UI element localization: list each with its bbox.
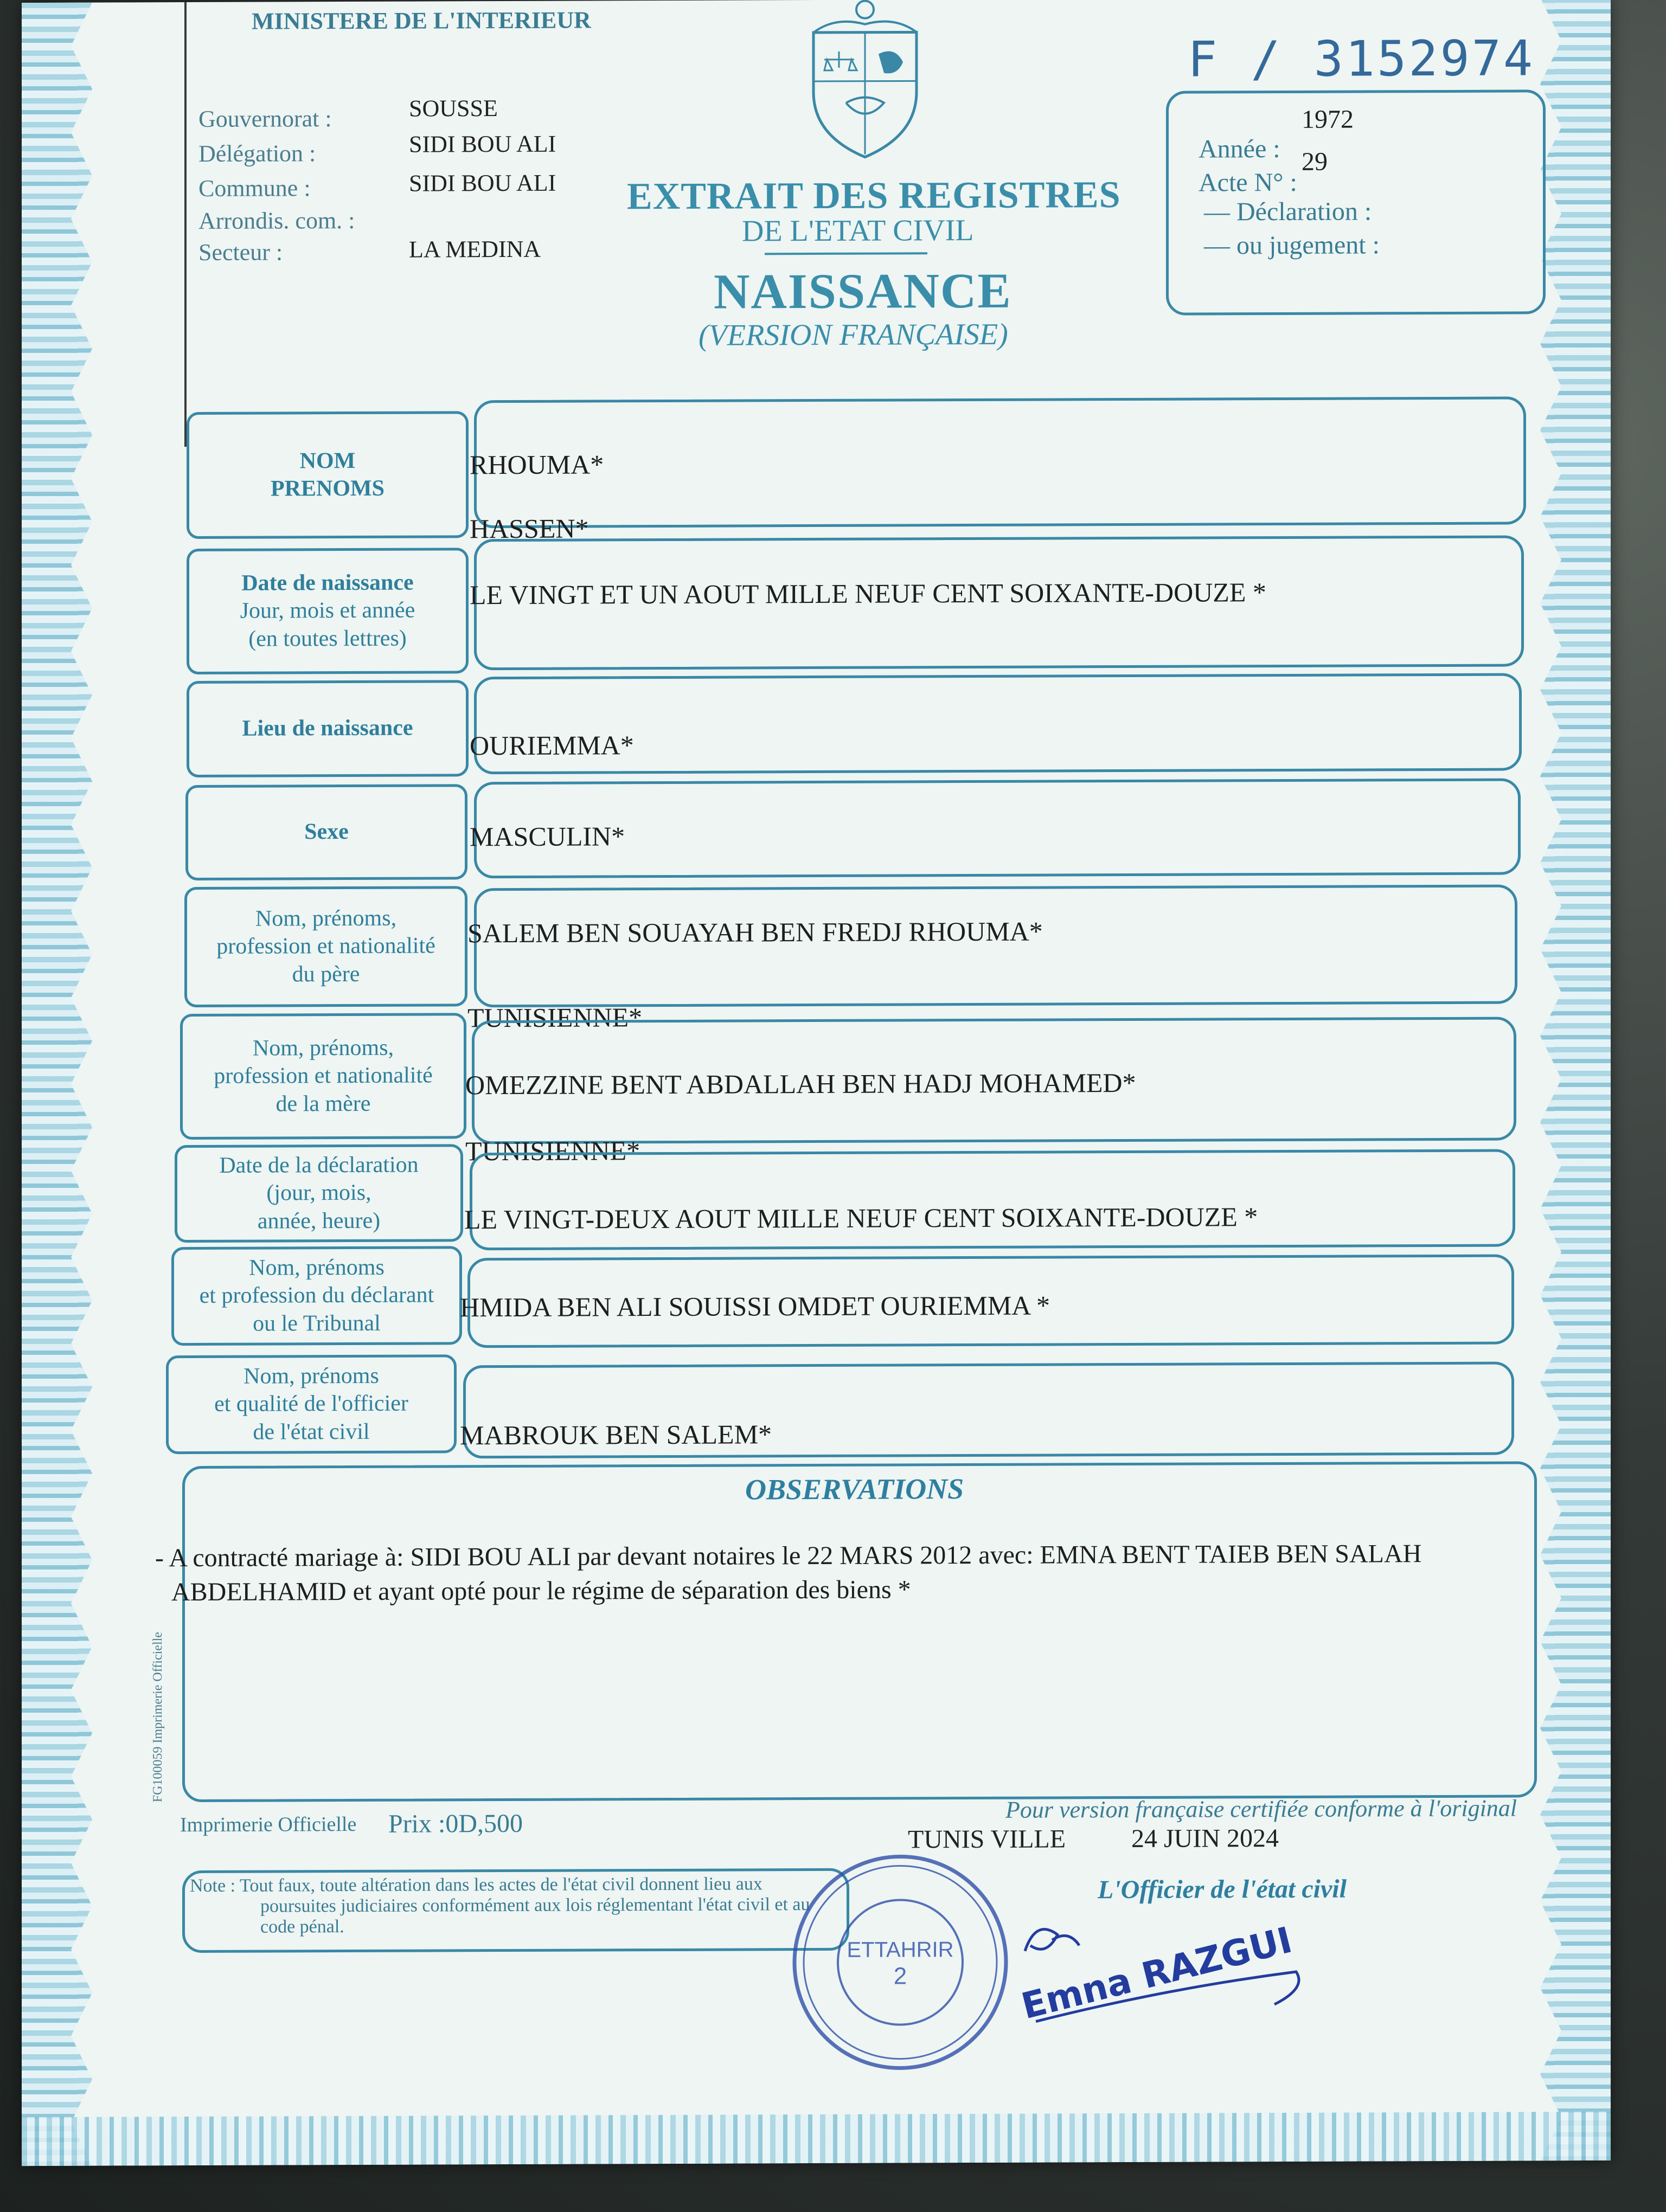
serial-number: F / 3152974: [1188, 30, 1535, 88]
nom-prenoms-label: [187, 411, 469, 539]
prenoms-value: HASSEN*: [470, 513, 589, 544]
sexe-value: MASCULIN*: [470, 821, 625, 852]
officier-value: MABROUK BEN SALEM*: [460, 1419, 772, 1451]
prix-label: Prix :0D,500: [388, 1809, 523, 1838]
guilloche-border-bottom: [22, 2112, 1611, 2166]
declaration-value: LE VINGT-DEUX AOUT MILLE NEUF CENT SOIXANTE-DOUZE *: [464, 1201, 1258, 1235]
commune-value: SIDI BOU ALI: [409, 169, 556, 197]
date-naissance-value: LE VINGT ET UN AOUT MILLE NEUF CENT SOIXANTE-DOUZE *: [470, 577, 1266, 610]
lieu-naissance-label: [187, 680, 469, 777]
mere-label-line2: profession et nationalité: [214, 1063, 433, 1089]
nom-prenoms-field: [474, 396, 1526, 528]
lieu-naissance-label-text: Lieu de naissance: [242, 715, 413, 742]
declaration-label-line3: année, heure): [257, 1208, 381, 1234]
lieu-naissance-value: OURIEMMA*: [470, 730, 634, 761]
note-line3: code pénal.: [260, 1917, 344, 1937]
mere-label-line1: Nom, prénoms,: [252, 1035, 394, 1061]
officier-label-line3: de l'état civil: [253, 1419, 370, 1445]
birth-certificate-document: [22, 0, 1611, 2166]
pere-value: SALEM BEN SOUAYAH BEN FREDJ RHOUMA*: [467, 916, 1043, 949]
date-naissance-label-line1: Date de naissance: [241, 570, 414, 596]
official-stamp-icon: [786, 1848, 1014, 2076]
note-line2: poursuites judiciaires conformément aux lois réglementant l'état civil et au: [260, 1894, 810, 1917]
delegation-label: Délégation :: [198, 140, 316, 167]
ministry-title: MINISTERE DE L'INTERIEUR: [252, 7, 591, 35]
gouvernorat-value: SOUSSE: [409, 95, 498, 122]
gouvernorat-label: Gouvernorat :: [198, 105, 332, 132]
legal-note: [190, 1874, 841, 1938]
sexe-label-text: Sexe: [304, 819, 349, 845]
mere-nationalite-value: TUNISIENNE*: [465, 1135, 640, 1167]
pere-label-line3: du père: [292, 961, 360, 987]
issue-place: TUNIS VILLE: [908, 1824, 1066, 1854]
date-naissance-label-line3: (en toutes lettres): [248, 626, 407, 652]
document-type: NAISSANCE: [714, 262, 1012, 319]
printer-reference: FG100059 Imprimerie Officielle: [151, 1632, 165, 1803]
annee-value: 1972: [1302, 105, 1354, 134]
acte-number-label: Acte N° :: [1199, 168, 1297, 197]
document-version: (VERSION FRANÇAISE): [699, 317, 1008, 352]
mere-label-line3: de la mère: [275, 1091, 371, 1117]
document-title: EXTRAIT DES REGISTRES: [627, 174, 1121, 218]
jugement-type-label: — ou jugement :: [1204, 230, 1380, 260]
date-naissance-label: [187, 548, 469, 674]
acte-number-value: 29: [1302, 147, 1328, 176]
declarant-value: HMIDA BEN ALI SOUISSI OMDET OURIEMMA *: [460, 1290, 1050, 1323]
declaration-label-line2: (jour, mois,: [266, 1180, 371, 1206]
delegation-value: SIDI BOU ALI: [409, 130, 556, 158]
tunisia-coat-of-arms-icon: [803, 0, 927, 163]
svg-text:ETTAHRIR: ETTAHRIR: [847, 1938, 954, 1962]
observations-text: [155, 1536, 1543, 1610]
mere-label: [180, 1013, 466, 1140]
svg-text:2: 2: [893, 1963, 907, 1990]
secteur-value: LA MEDINA: [409, 235, 541, 263]
declaration-type-label: — Déclaration :: [1204, 197, 1372, 227]
guilloche-border-right: [1540, 0, 1611, 2160]
observations-line1: - A contracté mariage à: SIDI BOU ALI par devant notaires le 22 MARS 2012 avec: EMNA BENT TAIEB BEN SALAH: [155, 1539, 1422, 1573]
pere-label-line1: Nom, prénoms,: [255, 905, 397, 931]
issue-date: 24 JUIN 2024: [1131, 1824, 1279, 1853]
declarant-label: [171, 1246, 462, 1346]
fold-line: [184, 2, 187, 447]
officer-signature-name: Emna RAZGUI: [1017, 1919, 1296, 2028]
title-divider: [765, 252, 927, 255]
officier-label-line2: et qualité de l'officier: [214, 1391, 408, 1417]
declaration-label: [175, 1144, 463, 1243]
pere-label: [184, 886, 467, 1007]
declaration-field: [470, 1149, 1515, 1251]
commune-label: Commune :: [198, 175, 311, 202]
observations-line2: ABDELHAMID et ayant opté pour le régime de séparation des biens *: [171, 1575, 911, 1607]
prenoms-label: PRENOMS: [271, 475, 385, 501]
officier-label-line1: Nom, prénoms: [244, 1363, 379, 1389]
officier-label: [166, 1354, 457, 1454]
declarant-label-line1: Nom, prénoms: [249, 1255, 385, 1281]
imprimerie-label: Imprimerie Officielle: [180, 1812, 357, 1837]
document-subtitle: DE L'ETAT CIVIL: [742, 213, 974, 248]
declaration-label-line1: Date de la déclaration: [219, 1152, 419, 1178]
certification-text: Pour version française certifiée conforme à l'original: [1005, 1795, 1517, 1823]
guilloche-border-left: [22, 3, 92, 2166]
secteur-label: Secteur :: [198, 239, 283, 266]
pere-nationalite-value: TUNISIENNE*: [467, 1002, 643, 1033]
arrondissement-label: Arrondis. com. :: [198, 207, 355, 234]
pere-label-line2: profession et nationalité: [216, 933, 435, 960]
note-line1: Note : Tout faux, toute altération dans les actes de l'état civil donnent lieu aux: [190, 1874, 762, 1896]
sexe-label: [185, 784, 467, 880]
nom-value: RHOUMA*: [470, 449, 604, 480]
officer-title: L'Officier de l'état civil: [1098, 1874, 1347, 1905]
observations-title: OBSERVATIONS: [745, 1472, 964, 1506]
observations-box: [182, 1461, 1537, 1802]
date-naissance-label-line2: Jour, mois et année: [240, 597, 415, 624]
nom-label: NOM: [299, 448, 356, 474]
declarant-label-line3: ou le Tribunal: [253, 1310, 381, 1336]
declarant-label-line2: et profession du déclarant: [199, 1282, 434, 1309]
mere-value: OMEZZINE BENT ABDALLAH BEN HADJ MOHAMED*: [465, 1067, 1136, 1101]
annee-label: Année :: [1199, 134, 1280, 164]
sexe-field: [474, 778, 1521, 878]
